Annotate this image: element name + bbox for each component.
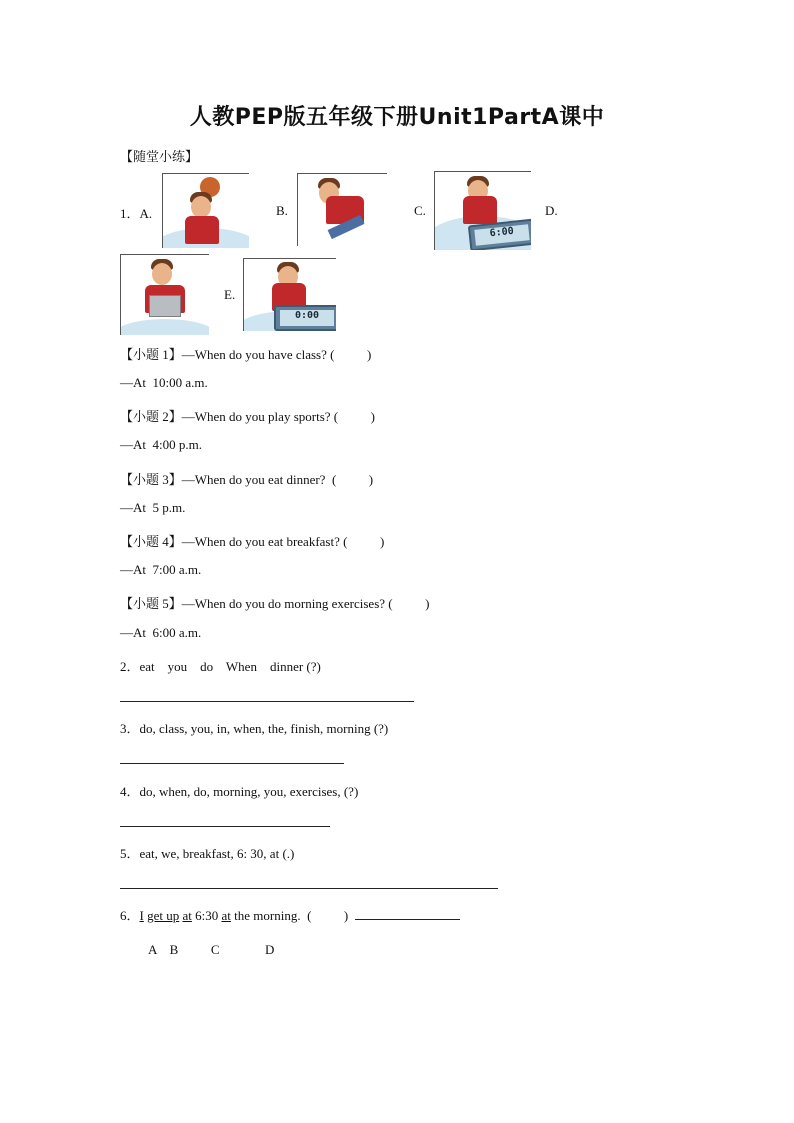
q1-label-d: D.: [545, 203, 558, 218]
time-text: 6:30: [191, 908, 222, 923]
answer-line-5[interactable]: [120, 888, 498, 889]
question-6-rest: the morning. ( ): [230, 908, 349, 923]
underlined-get-up: get up: [147, 908, 180, 923]
question-number: 6．: [120, 908, 140, 923]
picture-a-basketball: [162, 173, 249, 248]
sub-question-text: —When do you play sports? ( ): [181, 409, 375, 424]
page-title: 人教PEP版五年级下册Unit1PartA课中: [189, 105, 605, 130]
sub-answer-2: —At 4:00 p.m.: [120, 437, 202, 452]
snow-ground: [120, 319, 209, 335]
sub-question-text: —When do you eat breakfast? ( ): [181, 534, 385, 549]
picture-e-clock: [243, 258, 336, 331]
boy-body-icon: [463, 196, 497, 224]
picture-d-computer: [120, 254, 209, 335]
sub-question-prefix: 【小题 5】: [120, 596, 182, 611]
q1-number: 1．: [120, 206, 140, 221]
sub-question-1: [120, 344, 371, 363]
picture-b-running: [297, 173, 387, 246]
laptop-icon: [149, 295, 181, 317]
underlined-at-1: at: [182, 908, 192, 923]
sub-question-prefix: 【小题 4】: [120, 534, 182, 549]
sub-answer-4: —At 7:00 a.m.: [120, 562, 202, 577]
sub-question-text: —When do you have class? ( ): [181, 347, 372, 362]
answer-line-4[interactable]: [120, 826, 330, 827]
sub-question-3: [120, 469, 373, 488]
answer-line-3[interactable]: [120, 763, 344, 764]
question-5: 5．eat, we, breakfast, 6: 30, at (.): [120, 846, 295, 861]
question-3: 3．do, class, you, in, when, the, finish, morning (?): [120, 721, 389, 736]
question-2: 2．eat you do When dinner (?): [120, 659, 321, 674]
sub-answer-1: —At 10:00 a.m.: [120, 375, 208, 390]
boy-head-icon: [152, 263, 172, 285]
underlined-at-2: at: [221, 908, 231, 923]
clock-display: 6:00: [474, 224, 529, 246]
question-4: 4．do, when, do, morning, you, exercises, (?): [120, 784, 359, 799]
question-6-options: A B C D: [148, 942, 275, 957]
sub-question-2: [120, 406, 375, 425]
answer-line-2[interactable]: [120, 701, 414, 702]
picture-c-clock: [434, 171, 531, 250]
alarm-clock-icon: [274, 305, 336, 331]
question-6: [120, 905, 348, 924]
sub-question-5: [120, 593, 429, 612]
boy-body-icon: [185, 216, 219, 244]
section-header: 【随堂小练】: [120, 149, 199, 164]
q1-label-c: C.: [414, 203, 426, 218]
sub-question-prefix: 【小题 1】: [120, 347, 182, 362]
underlined-i: I: [139, 908, 144, 923]
sub-answer-5: —At 6:00 a.m.: [120, 625, 202, 640]
boy-head-icon: [191, 196, 211, 218]
answer-line-6[interactable]: [355, 919, 460, 920]
q1-number-a: [120, 203, 152, 222]
sub-question-prefix: 【小题 3】: [120, 472, 182, 487]
sub-question-text: —When do you do morning exercises? ( ): [181, 596, 430, 611]
q1-label-e: E.: [224, 287, 236, 302]
q1-label-a: A.: [139, 206, 153, 221]
q1-label-b: B.: [276, 203, 288, 218]
sub-question-4: [120, 531, 384, 550]
sub-question-text: —When do you eat dinner? ( ): [181, 472, 374, 487]
sub-answer-3: —At 5 p.m.: [120, 500, 186, 515]
clock-display: 0:00: [280, 310, 334, 326]
sub-question-prefix: 【小题 2】: [120, 409, 182, 424]
